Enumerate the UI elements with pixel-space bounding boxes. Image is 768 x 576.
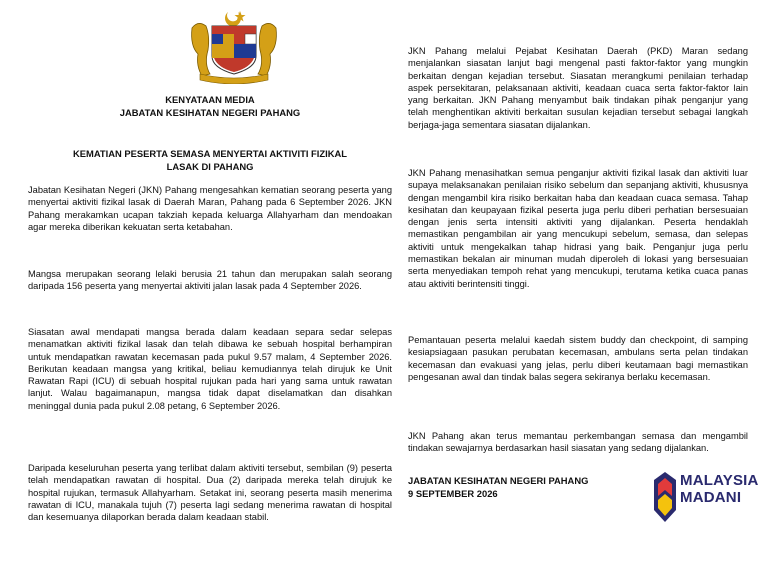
page-title	[28, 148, 392, 173]
header-press-release: KENYATAAN MEDIA	[165, 94, 255, 105]
title-line-2: LASAK DI PAHANG	[166, 160, 254, 172]
signature-organization: JABATAN KESIHATAN NEGERI PAHANG	[408, 475, 589, 486]
paragraph: Pemantauan peserta melalui kaedah sistem buddy dan checkpoint, di samping kesiapsiagaan pasukan perubatan kecemasan, ambulans serta pelan tindakan kecemasan dan evakuasi yang jelas, perlu diberi keutamaan bagi memastikan pengesanan awal dan tindak balas segera sekiranya berlaku kecemasan.	[408, 335, 748, 382]
madani-wordmark	[680, 472, 759, 506]
logo-line-2: MADANI	[680, 489, 742, 506]
title-line-1: KEMATIAN PESERTA SEMASA MENYERTAI AKTIVITI FIZIKAL	[73, 148, 347, 159]
paragraph: Jabatan Kesihatan Negeri (JKN) Pahang mengesahkan kematian seorang peserta yang menyertai aktiviti fizikal lasak di Daerah Maran, Pahang pada 6 September 2026. JKN Pahang merakamkan ucapan takziah kepada keluarga Allahyarham dan mendoakan agar mereka diberikan kekuatan serta ketabahan.	[28, 185, 392, 232]
paragraph: Mangsa merupakan seorang lelaki berusia 21 tahun dan merupakan salah seorang daripada 156 peserta yang menyertai aktiviti jalan lasak pada 4 September 2026.	[28, 269, 392, 292]
paragraph: Daripada keseluruhan peserta yang terlibat dalam aktiviti tersebut, sembilan (9) peserta telah mendapatkan rawatan di hospital. Dua (2) daripada mereka telah dirujuk ke hospital rujukan, termasuk Allahyarham. Setakat ini, seorang peserta masih menerima rawatan di ICU, manakala tujuh (7) peserta lagi sedang menerima rawatan di hospital dan kesemuanya dilaporkan berada dalam keadaan stabil.	[28, 463, 392, 523]
malaysia-madani-logo	[652, 470, 759, 530]
malaysia-coat-of-arms-icon	[174, 8, 294, 84]
paragraph: Siasatan awal mendapati mangsa berada dalam keadaan separa sedar selepas menamatkan aktiviti fizikal lasak dan telah dibawa ke sebuah hospital berhampiran untuk mendapatkan rawatan kecemasan pada pukul 9.57 malam, 4 September 2026. Berikutan keadaan mangsa yang kritikal, beliau kemudiannya telah dirujuk ke Unit Rawatan Rapi (ICU) di sebuah hospital rujukan pada hari yang sama untuk rawatan lanjut. Walau bagaimanapun, mangsa tidak dapat diselamatkan dan disahkan meninggal dunia pada pukul 2.08 petang, 6 September 2026.	[28, 327, 392, 411]
header-department: JABATAN KESIHATAN NEGERI PAHANG	[119, 107, 301, 118]
paragraph: JKN Pahang menasihatkan semua penganjur aktiviti fizikal lasak dan aktiviti luar supaya melaksanakan penilaian risiko sebelum dan sepanjang aktiviti, khususnya dengan mengambil kira risiko berkaitan haba dan keadaan cuaca semasa. Tahap kesihatan dan keupayaan fizikal peserta juga perlu diberi perhatian bersesuaian dengan jenis serta intensiti aktiviti yang dijalankan. Peserta hendaklah memastikan pengambilan air yang mencukupi sebelum, semasa, dan selepas aktiviti untuk mengekalkan tahap hidrasi yang baik. Penganjur juga perlu memastikan bekalan air minuman mudah diperoleh di lokasi yang bersesuaian serta menyediakan tempoh rehat yang mencukupi, terutama ketika cuaca panas atau aktiviti berintensiti tinggi.	[408, 168, 748, 289]
logo-line-1: MALAYSIA	[680, 472, 759, 489]
paragraph: JKN Pahang melalui Pejabat Kesihatan Daerah (PKD) Maran sedang menjalankan siasatan lanjut bagi mengenal pasti faktor-faktor yang mungkin berkaitan dengan kejadian tersebut. Siasatan merangkumi penilaian terhadap aspek persekitaran, pelaksanaan aktiviti, keadaan cuaca serta faktor-faktor lain yang berkaitan. JKN Pahang menyambut baik tindakan pihak penganjur yang telah menghentikan aktiviti berkaitan susulan kejadian tersebut sebagai langkah berjaga-jaga sementara siasatan dijalankan.	[408, 46, 748, 130]
signature-date: 9 SEPTEMBER 2026	[408, 488, 498, 499]
paragraph: JKN Pahang akan terus memantau perkembangan semasa dan mengambil tindakan sewajarnya berdasarkan hasil siasatan yang sedang dijalankan.	[408, 431, 748, 454]
malaysia-madani-logo-icon	[652, 470, 678, 524]
